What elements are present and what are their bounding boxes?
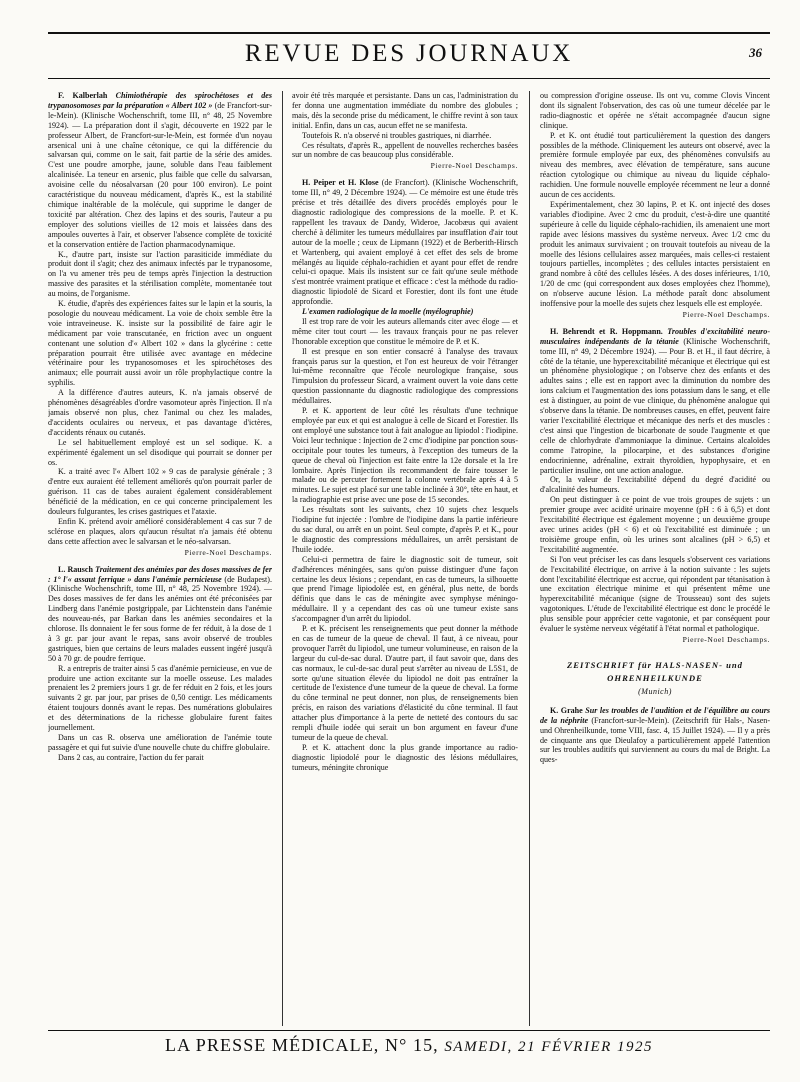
journal-heading [540,659,770,698]
publication-name: LA PRESSE MÉDICALE, N° 15, [164,1035,439,1055]
article-paragraph: Dans 2 cas, au contraire, l'action du fer parait [58,752,204,762]
article-text: (de Francfort). (Klinische Wochenschrift, tome III, n° 49, 2 Décembre 1924). — Ce mémoire est une étude très précise et très détaillée des divers procédés employés pour le diagnostic radiologique des compressions de la moelle. P. et K. rappellent les travaux de Dandy, Wideroe, Jacobæus qui avaient cherché à délimiter les tumeurs médullaires par insufflation d'air tout autour de la moelle ; ceux de Lipmann (1922) et de Berberith-Hirsch et Wartenberg, qui avaient employé à cet effet des sels de brome mélangés au liquide céphalo-rachidien et ayant pour effet de rendre celui-ci opaque. Mais ils insistent sur ce fait qu'une seule méthode s'est montrée vraiment pratique et efficace : c'est la méthode du radio-diagnostic lipiodolé de Sicard et Forestier, dont ils font une étude approfondie. [292,178,518,307]
column-3 [540,91,770,1026]
article-author: K. Grahe [550,705,583,715]
article-paragraph: P. et K. ont étudié tout particulièrement la question des dangers possibles de la méthode. Cliniquement les auteurs ont observé, avec la première formule employée par eux, des phénomènes convulsifs au niveau des membres, avec élévation de température, sans aucune réaction cytologique ou chimique au niveau du liquide céphalo-rachidien. Une formule nouvelle employée récemment ne leur a donné aucun de ces accidents. [540,130,770,200]
column-divider [282,91,283,1026]
article-behrendt-hoppmann [540,327,770,645]
article-title: L'examen radiologique de la moelle (myélographie) [302,307,474,317]
footer-title [48,1035,770,1056]
article-paragraph [48,565,272,664]
article-paragraph: Toutefois R. n'a observé ni troubles gastriques, ni diarrhée. [302,130,492,140]
article-paragraph: K. étudie, d'après des expériences faites sur le lapin et la souris, la posologie du nouveau médicament. La voie de choix semble être la voie intraveineuse. K. insiste sur la possibilité de faire agir le médicament par voie transcutanée, en friction avec un onguent contenant une solution d'« Albert 102 » dans la glycérine : cette préparation pourrait être utilisée avec avantage en médecine vétérinaire pour les trypanosomoses et les spirochétoses des animaux; elle pourrait aussi avoir un rôle prophylactique contre la syphilis. [48,299,272,388]
author-signature: Pierre-Noel Deschamps. [184,547,272,557]
article-author: H. Peiper et H. Klose [302,178,379,188]
journal-name: ZEITSCHRIFT für HALS-NASEN- und OHRENHEILKUNDE [567,659,743,683]
article-paragraph: Celui-ci permettra de faire le diagnostic soit de tumeur, soit d'adhérences méningées, sans qu'on puisse distinguer d'une façon certaine les deux lésions ; cependant, en cas de tumeurs, la silhouette que prend l'image lipiodolée est, en général, plus nette, de bords définis que dans le cas de méningite avec symphyse méningo-médullaire. Il y a cependant des cas où une tumeur existe sans s'accompagner d'un arrêt du lipiodol. [292,554,518,624]
article-peiper-klose [292,178,518,772]
article-paragraph: Il est trop rare de voir les auteurs allemands citer avec éloge — et même citer tout court — les travaux français pour ne pas relever l'honorable exception que constitue le mémoire de P. et K. [292,316,518,346]
article-peiper-klose-continued [540,91,770,320]
article-paragraph: P. et K. précisent les renseignements que peut donner la méthode en cas de tumeur de la queue de cheval. Il faut, à ce niveau, pour provoquer l'arrêt du lipiodol, une tumeur volumineuse, en raison de la largeur du cul-de-sac dural. D'autre part, il faut savoir que, dans des cas normaux, le cul-de-sac dural peut s'arrêter au niveau de L5S1, de sorte qu'une situation élevée du lipiodol ne doit pas entraîner la certitude de l'existence d'une tumeur de la queue de cheval. La forme du cône terminal ne peut donner, non plus, de renseignements bien précis, en raison des variations d'élasticité du cône terminal. Il faut attacher plus d'importance à la perte de netteté des contours du sac rempli d'huile iodée qui serait un bon argument en faveur d'une tumeur de la queue de cheval. [292,624,518,742]
article-paragraph: On peut distinguer à ce point de vue trois groupes de sujets : un premier groupe avec acidité urinaire moyenne (pH : 6 à 6,5) et dont l'excitabilité électrique est également moyenne ; un deuxième groupe avec urines acides (pH < 6) et où l'excitabilité est diminuée ; un troisième groupe enfin, où les urines sont alcalines (pH > 6,5) et l'excitabilité augmentée. [540,495,770,554]
article-paragraph: Le sel habituellement employé est un sel sodique. K. a expérimenté également un sel disodique qui pourrait se donner per os. [48,437,272,467]
text-columns [48,91,770,1026]
page-header [48,32,770,79]
article-title: Chimiothérapie des spirochétoses et des trypanosomoses par la préparation « Albert 102 » [48,91,272,110]
article-paragraph [48,91,272,250]
article-paragraph: Si l'on veut préciser les cas dans lesquels s'observent ces variations de l'excitabilité électrique, on arrive à la notion suivante : les sujets dont l'excitabilité électrique est accrue, qui répondent par tétanisation à une excitation électrique minime et qui présentent même une hyperexcitabilité mécanique (signe de Trousseau) sont des sujets vagotoniques. L'étude de l'excitabilité électrique est donc le procédé le plus sensible pour apprécier cette vagotonie, et par conséquent pour évaluer le système nerveux végétatif à l'état normal et pathologique. [540,554,770,634]
author-signature: Pierre-Noel Deschamps. [682,309,770,319]
column-divider [529,91,530,1026]
article-paragraph [540,327,770,476]
article-title: Traitement des anémies par des doses massives de fer : 1° l'« assaut ferrique » dans l'anémie pernicieuse [48,564,272,584]
article-paragraph: Enfin K. prétend avoir amélioré considérablement 4 cas sur 7 de sclérose en plaques, alors qu'aucun résultat n'a jamais été obtenu dans cette affection avec le salvarsan et le néo-salvarsan. [48,516,272,546]
article-paragraph: Dans un cas R. observa une amélioration de l'anémie toute passagère et qui fut suivie d'une nouvelle chute du chiffre globulaire. [48,733,272,752]
article-paragraph: Expérimentalement, chez 30 lapins, P. et K. ont injecté des doses variables d'iodipine. Avec 2 cmc du produit, c'est-à-dire une quantité supérieure à celle du liquide céphalo-rachidien, ils amenaient une mort rapide avec lésions massives du système nerveux. Avec 1/2 cmc du produit les animaux survivaient ; on trouvait toutefois au niveau de la moelle des lésions cellulaires assez marquées, mais celles-ci restaient toujours partielles, incomplètes ; des cellules intactes persistaient en grand nombre à côté des cellules lésées. A des doses inférieures, 1/10, 1/20 de cmc (qui correspondent aux doses employées chez l'homme), on n'observe aucune lésion. La méthode paraît donc absolument inoffensive pour la moelle des sujets chez lesquels elle est employée. [540,199,770,309]
article-rausch-continued [292,91,518,171]
column-2 [292,91,518,1026]
article-grahe [540,706,770,765]
column-1 [48,91,272,1026]
article-author: F. Kalberlah [58,91,108,100]
article-paragraph [292,178,518,307]
article-author: H. Behrendt et R. Hoppmann. [550,326,663,336]
article-paragraph [540,706,770,765]
article-paragraph: P. et K. attachent donc la plus grande importance au radio-diagnostic lipiodolé pour le diagnostic des lésions médullaires, tumeurs, méningite chronique [292,742,518,772]
article-title: Troubles d'excitabilité neuro-musculaires indépendants de la tétanie [540,326,770,346]
journal-city: (Munich) [638,686,672,696]
article-text: (Klinische Wochenschrift, tome III, n° 49, 2 Décembre 1924). — Pour B. et H., il faut décrire, à côté de la tétanie, une hyperexcitabilité mécanique et électrique qui est un phénomène physiologique ; on l'observe chez des enfants et des adultes sains ; elle est en rapport avec la diminution du nombre des ions calcium et l'augmentation des ions potassium dans le sang, et elle est à distinguer, au point de vue clinique, du phénomène analogue qui s'observe dans la tétanie. De nombreuses causes, en effet, peuvent faire varier l'excitabilité électrique et mécanique des nerfs et des muscles : c'est ainsi que l'ingestion de bicarbonate de soude l'augmente et que celle de chlorhydrate d'ammoniaque la diminue. Certains alcaloïdes comme l'atropine, la pilocarpine, et des substances d'origine endocrinienne, adrénaline, extrait thyroïdien, hypophysaire, et en particulier insuline, ont une action analogue. [540,336,770,475]
author-signature: Pierre-Noel Deschamps. [682,634,770,644]
publication-date: SAMEDI, 21 FÉVRIER 1925 [444,1039,654,1055]
article-text: (de Budapest). (Klinische Wochenschrift, tome III, n° 48, 25 Novembre 1924). — Des doses massives de fer dans les anémies ont été préconisées par Lindberg dans l'anémie postgrippale, par Lichtenstein dans l'anémie des nouveau-nés, par Barkan dans les anémies secondaires et la chlorose. Ils donnaient le fer sous forme de fer réduit, à la dose de 1 à 3 gr. par jour avant le repas, sans avoir observé de troubles gastriques, bien que certains de leurs malades eussent ingéré jusqu'à 50 à 70 gr. de poudre ferrique. [48,574,272,663]
article-paragraph: R. a entrepris de traiter ainsi 5 cas d'anémie pernicieuse, en vue de produire une action excitante sur la moelle osseuse. Les malades prenaient les 2 premiers jours 1 gr. de fer réduit en 2 fois, et les jours suivants 2 gr. par jour, par prises de 0,50 centigr. Les médicaments étaient toujours donnés avant le repas. Des numérations globulaires et des déterminations de la richesse globulaire furent faites journellement. [48,663,272,733]
article-title: Sur les troubles de l'audition et de l'équilibre au cours de la néphrite [540,705,770,725]
article-paragraph: avoir été très marquée et persistante. Dans un cas, l'administration du fer donna une augmentation immédiate du nombre des globules ; mais, dès la seconde prise du médicament, le chiffre revint à son taux initial. Enfin, dans un cas, aucun effet ne se manifesta. [292,91,518,130]
article-paragraph [292,307,518,317]
article-paragraph: K. a traité avec l'« Albert 102 » 9 cas de paralysie générale ; 3 d'entre eux auraient été tellement améliorés qu'on pourrait parler de guérison. 11 cas de tabes auraient également considérablement bénéficié de la médication, en ce qui concerne principalement les douleurs fulgurantes, les crises gastriques et l'ataxie. [48,467,272,517]
section-title: REVUE DES JOURNAUX [244,40,574,67]
author-signature: Pierre-Noel Deschamps. [430,161,518,171]
article-author: L. Rausch [58,564,93,574]
article-kalberlah [48,91,272,558]
page-number: 36 [749,45,762,60]
article-text: (Francfort-sur-le-Mein). (Zeitschrift für Hals-, Nasen- und Ohrenheilkunde, tome VIII, fasc. 4, 15 Juillet 1924). — Il y a près de cinquante ans que Dieulafoy a particulièrement appelé l'attention sur les troubles auditifs qui surviennent au cours du mal de Bright. La ques- [540,715,770,765]
article-paragraph: ou compression d'origine osseuse. Ils ont vu, comme Clovis Vincent dont ils signalent l'observation, des cas où une tumeur décelée par le radio-diagnostic et opérée ne s'était accompagnée d'aucun signe clinique. [540,91,770,130]
article-paragraph: P. et K. apportent de leur côté les résultats d'une technique employée par eux et qui est analogue à celle de Sicard et Forestier. Ils ont employé une substance tout à fait analogue au lipiodol : l'iodipine. Voici leur technique : Injection de 2 cmc d'iodipine par ponction sous-occipitale pour toutes les tumeurs, à l'exception des tumeurs de la queue de cheval où l'injection est faite entre la 12e dorsale et la 1re lombaire. Après l'injection ils recommandent de faire tousser le malade ou de percuter fortement la colonne vertébrale après 4 à 5 minutes. Le sujet est placé sur une table inclinée à 30°, tête en haut, et la radiographie est prise avec une pose de 15 secondes. [292,406,518,505]
article-paragraph: Or, la valeur de l'excitabilité dépend du degré d'acidité ou d'alcalinité des humeurs. [540,475,770,495]
article-rausch [48,565,272,763]
article-paragraph: A la différence d'autres auteurs, K. n'a jamais observé de phénomènes désagréables d'ordre vasomoteur après l'injection. Il n'a jamais observé non plus, chez l'animal ou chez les malades, d'accidents oculaires ou nerveux, et pas davantage d'ictères, d'accidents rénaux ou cutanés. [48,388,272,437]
page-footer [48,1030,770,1055]
article-paragraph: Il est presque en son entier consacré à l'analyse des travaux français parus sur la question, et l'on est heureux de voir l'étranger lui-même reconnaître que l'école neurologique française, sous l'impulsion du professeur Sicard, a vraiment ouvert la voie dans cette question passionnante du diagnostic radiologique des compressions médullaires. [292,346,518,406]
article-paragraph: Les résultats sont les suivants, chez 10 sujets chez lesquels l'iodipine fut injectée : l'ombre de l'iodipine dans la partie inférieure du sac dural, ou arrêt en un point. Seul compte, d'après P. et K., pour le diagnostic des compressions médullaires, un arrêt persistant de l'huile iodée. [292,505,518,554]
article-paragraph: K., d'autre part, insiste sur l'action parasiticide immédiate du produit dont il s'agit; chez des animaux infectés par le trypanosome, on l'a vu amener très peu de temps après l'injection la destruction massive des parasites et la stérilisation complète, momentanée tout au moins, de l'organisme. [48,249,272,299]
article-text: (de Francfort-sur-le-Mein). (Klinische Wochenschrift, tome III, n° 48, 25 Novembre 1924). — La préparation dont il s'agit, découverte en 1922 par le professeur Albert, de Francfort-sur-le-Mein, est formée d'un noyau arsenical uni à une chaîne cétonique, ce qui la différencie du salvarsan qui, comme on le sait, fait partie de la série des amides. C'est une poudre amorphe, jaune, soluble dans l'eau faiblement alcalinisée. La teneur en arsenic, plus faible que celle du salvarsan, avoisine celle du néosalvarsan (20 pour 100 environ). Le point caractéristique du nouveau médicament, d'après K., est la stabilité chimique inaltérable de la molécule, qui supprime le danger de toxicité par altération. Chez des lapins et des souris, l'auteur a pu employer des solutions vieilles de 12 mois et laissées dans des ampoules ouvertes à l'air, et observer l'absence complète de toxicité et la conservation entière de l'action pharmacodynamique. [48,100,272,249]
article-paragraph: Ces résultats, d'après R., appellent de nouvelles recherches basées sur un nombre de cas beaucoup plus considérable. [292,140,518,160]
